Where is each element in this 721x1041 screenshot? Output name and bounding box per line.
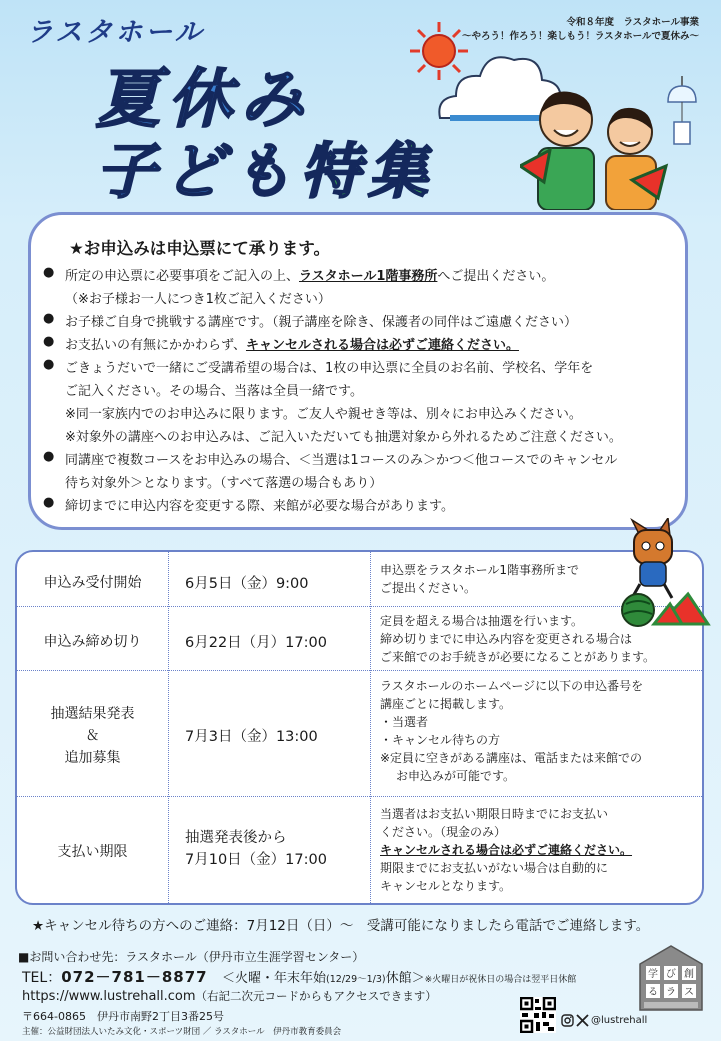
closed-end: 休館＞ <box>385 971 425 986</box>
row-label: 支払い期限 <box>57 844 128 860</box>
notice-item-4-line3: ※同一家族内でのお申込みに限ります。ご友人や親せき等は、別々にお申込みください。 <box>65 407 582 422</box>
row-note-line: 当選者はお支払い期限日時までにお支払い <box>380 807 609 821</box>
event-catchphrase: ～やろう！作ろう！楽しもう！ラスタホールで夏休み～ <box>461 31 699 42</box>
website-line <box>22 988 437 1004</box>
notice-item-4-line4: ※対象外の講座へのお申込みは、ご記入いただいても抽選対象から外れるためご注意ください。 <box>65 430 622 445</box>
logo-char: る <box>648 987 658 998</box>
row-note-line: ご来館でのお手続きが必要になることがあります。 <box>380 650 656 664</box>
row-note-line: ご提出ください。 <box>380 581 477 595</box>
logo-char: 創 <box>684 969 694 980</box>
row-note-line: ・キャンセル待ちの方 <box>380 733 501 747</box>
bullet-icon: ● <box>43 495 55 510</box>
row-note-line: ・当選者 <box>380 715 429 729</box>
row-note-cancel-warning: キャンセルされる場合は必ずご連絡ください。 <box>380 843 633 857</box>
notice-item-6: 締切までに申込内容を変更する際、来館が必要な場合があります。 <box>65 499 454 514</box>
row-label: 申込み受付開始 <box>43 575 142 591</box>
notice-item-1 <box>65 265 554 284</box>
bullet-icon: ● <box>43 334 55 349</box>
row-date: 7月3日（金）13:00 <box>185 729 318 745</box>
notice-item-2: お子様ご自身で挑戦する講座です。（親子講座を除き、保護者の同伴はご遠慮ください） <box>65 315 577 330</box>
notice-item-4-line2: ご記入ください。その場合、当落は全員一緒です。 <box>65 384 363 399</box>
phone-label: TEL： <box>22 970 62 986</box>
logo-char: ス <box>684 987 694 998</box>
row-date: 6月5日（金）9:00 <box>185 576 309 592</box>
cancel-waitlist-note: ★キャンセル待ちの方へのご連絡：7月12日（日）～ 受講可能になりましたら電話でご連絡します。 <box>32 918 650 934</box>
wind-chime-icon <box>662 76 702 146</box>
closed-note: ※火曜日が祝休日の場合は翌平日休館 <box>424 975 577 985</box>
application-notice-box <box>28 212 688 530</box>
bullet-icon: ● <box>43 357 55 372</box>
row-date <box>185 827 327 871</box>
notice-heading: ★お申込みは申込票にて承ります。 <box>69 239 330 258</box>
row-note-line: 定員を超える場合は抽選を行います。 <box>380 614 584 628</box>
title-special: 特集 <box>300 137 436 207</box>
event-series-label: 令和８年度 ラスタホール事業 <box>566 17 699 28</box>
table-row-payment-deadline <box>17 796 702 904</box>
bullet-icon: ● <box>43 311 55 326</box>
schedule-table <box>15 550 704 905</box>
kids-watermelon-illustration <box>520 70 670 210</box>
website-url[interactable]: https://www.lustrehall.com <box>22 989 196 1004</box>
notice-item-1-end: へご提出ください。 <box>437 269 555 284</box>
sns-handle[interactable]: @lustrehall <box>591 1015 648 1026</box>
row-note <box>380 561 579 597</box>
row-note-line: 締め切りまでに申込み内容を変更される場合は <box>380 632 633 646</box>
address: 〒664-0865 伊丹市南野2丁目3番25号 <box>22 1010 224 1023</box>
bullet-icon: ● <box>43 449 55 464</box>
row-label-line: 抽選結果発表 <box>50 706 135 722</box>
phone-number[interactable]: 072－781－8877 <box>61 968 208 986</box>
notice-item-3 <box>65 334 519 353</box>
closed-dates: (12/29～1/3) <box>326 974 386 985</box>
row-note-line: ください。（現金のみ） <box>380 825 507 839</box>
row-note-line: 申込票をラスタホール1階事務所まで <box>380 563 580 577</box>
table-row-application-deadline <box>17 606 702 671</box>
header <box>0 0 721 215</box>
notice-item-1-text: 所定の申込票に必要事項をご記入の上、 <box>65 269 300 284</box>
row-note <box>380 677 643 785</box>
logo-char: ラ <box>666 987 676 998</box>
row-label-line: ＆ <box>85 728 100 744</box>
logo-char: び <box>666 969 676 980</box>
row-note-line: ※定員に空きがある講座は、電話または来館での <box>380 751 643 765</box>
instagram-icon[interactable] <box>561 1014 574 1027</box>
mascot-illustration <box>612 518 712 628</box>
notice-item-5-line1: 同講座で複数コースをお申込みの場合、＜当選は1コースのみ＞かつ＜他コースでのキャンセル <box>65 453 618 468</box>
logo-char: 学 <box>648 969 658 980</box>
qr-code-icon[interactable] <box>520 997 556 1033</box>
title-kids-special <box>96 124 436 210</box>
row-note-line: お申込みが可能です。 <box>396 769 516 783</box>
notice-item-1-sub: （※お子様お一人につき1枚ご記入ください） <box>65 292 331 307</box>
contact-heading: ■お問い合わせ先：ラスタホール（伊丹市立生涯学習センター） <box>18 950 365 964</box>
notice-item-3-text: お支払いの有無にかかわらず、 <box>65 338 246 353</box>
row-date-line: 抽選発表後から <box>185 830 287 846</box>
row-date: 6月22日（月）17:00 <box>185 635 327 651</box>
row-note-line: 期限までにお支払いがない場合は自動的に <box>380 861 609 875</box>
notice-item-3-cancel-warning: キャンセルされる場合は必ずご連絡ください。 <box>245 338 519 353</box>
row-date-line: 7月10日（金）17:00 <box>185 852 327 868</box>
bullet-icon: ● <box>43 265 55 280</box>
notice-item-5-line2: 待ち対象外＞となります。（すべて落選の場合もあり） <box>65 476 383 491</box>
table-row-application-start <box>17 552 702 606</box>
phone-line <box>22 966 576 987</box>
row-note <box>380 805 632 895</box>
row-label-line: 追加募集 <box>64 750 121 766</box>
title-summer-vacation: 夏休み <box>96 63 312 137</box>
row-label: 申込み締め切り <box>43 634 142 650</box>
title-kids: 子ども <box>96 137 300 207</box>
sponsor: 主催：公益財団法人いたみ文化・スポーツ財団 ／ ラスタホール 伊丹市教育委員会 <box>22 1027 342 1037</box>
row-label <box>17 703 168 769</box>
lustrehall-logo <box>636 942 706 1014</box>
table-row-lottery-results <box>17 670 702 797</box>
brand-logo-text: ラスタホール <box>26 17 205 48</box>
notice-item-1-office: ラスタホール1階事務所 <box>299 269 438 284</box>
row-note-line: キャンセルとなります。 <box>380 879 512 893</box>
website-note: （右記二次元コードからもアクセスできます） <box>195 989 437 1003</box>
closed-days: ＜火曜・年末年始 <box>222 971 327 986</box>
row-note-line: 講座ごとに掲載します。 <box>380 697 512 711</box>
x-icon[interactable] <box>576 1014 589 1027</box>
notice-item-4-line1: ごきょうだいで一緒にご受講希望の場合は、1枚の申込票に全員のお名前、学校名、学年を <box>65 361 594 376</box>
row-note-line: ラスタホールのホームページに以下の申込番号を <box>380 679 644 693</box>
